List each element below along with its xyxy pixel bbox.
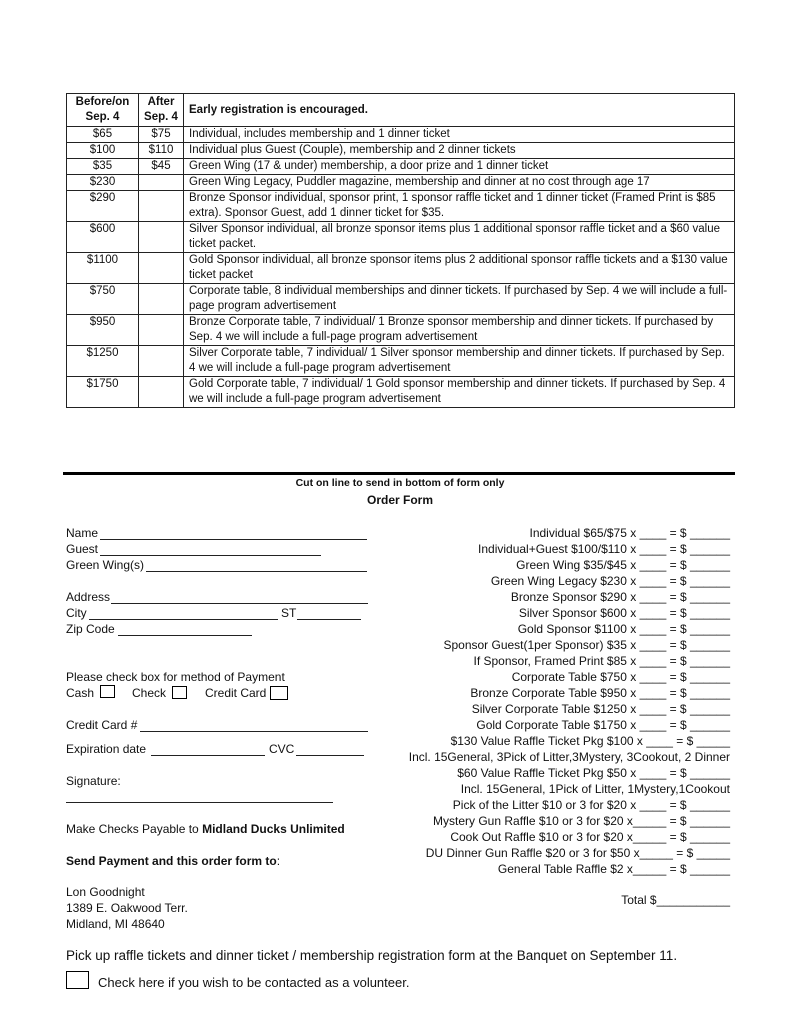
- order-item-line[interactable]: Pick of the Litter $10 or 3 for $20 x ____ = $ ______: [452, 798, 730, 812]
- city-field[interactable]: [89, 619, 278, 620]
- order-item-line[interactable]: Sponsor Guest(1per Sponsor) $35 x ____ = $ ______: [443, 638, 730, 652]
- order-items-list: [310, 525, 730, 877]
- cvc-label: CVC: [269, 742, 295, 756]
- cut-note: Cut on line to send in bottom of form only: [295, 477, 505, 489]
- send-to-line: [66, 854, 280, 868]
- order-item-line[interactable]: $130 Value Raffle Ticket Pkg $100 x ____ = $ _____: [450, 734, 730, 748]
- header-before: Before/on Sep. 4: [67, 94, 139, 127]
- price-after-cell: $75: [139, 127, 184, 143]
- order-item-line[interactable]: Green Wing Legacy $230 x ____ = $ ______: [490, 574, 730, 588]
- price-before-cell: $750: [67, 284, 139, 315]
- payable-org: Midland Ducks Unlimited: [202, 822, 345, 836]
- check-label: Check: [132, 686, 167, 700]
- table-row: [67, 253, 735, 284]
- zip-field[interactable]: [118, 635, 252, 636]
- price-after-cell: [139, 222, 184, 253]
- price-after-cell: [139, 346, 184, 377]
- price-before-cell: $35: [67, 159, 139, 175]
- form-title: Order Form: [366, 493, 433, 507]
- order-item-line[interactable]: Individual+Guest $100/$110 x ____ = $ ______: [478, 542, 730, 556]
- price-after-cell: [139, 253, 184, 284]
- address-street: 1389 E. Oakwood Terr.: [66, 901, 188, 915]
- price-after-cell: [139, 284, 184, 315]
- payable-line: [66, 822, 345, 836]
- expiration-label: Expiration date: [66, 742, 147, 756]
- order-item-line[interactable]: Gold Corporate Table $1750 x ____ = $ ______: [476, 718, 730, 732]
- table-row: [67, 127, 735, 143]
- address-name: Lon Goodnight: [66, 885, 145, 899]
- order-item-line[interactable]: DU Dinner Gun Raffle $20 or 3 for $50 x_____ = $ _____: [425, 846, 730, 860]
- order-item-line[interactable]: Individual $65/$75 x ____ = $ ______: [529, 526, 730, 540]
- table-row: [67, 315, 735, 346]
- table-row: [67, 284, 735, 315]
- order-item-line[interactable]: Incl. 15General, 3Pick of Litter,3Mystery, 3Cookout, 2 Dinner: [408, 750, 730, 764]
- cash-checkbox[interactable]: [100, 685, 115, 698]
- price-before-cell: $1250: [67, 346, 139, 377]
- table-row: [67, 377, 735, 408]
- st-label: ST: [281, 606, 297, 620]
- credit-card-number-label: Credit Card #: [66, 718, 138, 732]
- signature-field[interactable]: [66, 802, 333, 803]
- order-item-line[interactable]: $60 Value Raffle Ticket Pkg $50 x ____ = $ ______: [457, 766, 730, 780]
- order-item-line[interactable]: Bronze Sponsor $290 x ____ = $ ______: [510, 590, 730, 604]
- description-cell: Gold Corporate table, 7 individual/ 1 Gold sponsor membership and dinner tickets. If purchased by Sep. 4 we will include a full-page program advertisement: [184, 377, 735, 408]
- price-before-cell: $230: [67, 175, 139, 191]
- table-row: [67, 346, 735, 377]
- order-item-line[interactable]: Silver Sponsor $600 x ____ = $ ______: [518, 606, 730, 620]
- price-after-cell: [139, 315, 184, 346]
- table-row: [67, 175, 735, 191]
- total-line[interactable]: Total $___________: [621, 893, 730, 907]
- price-before-cell: $290: [67, 191, 139, 222]
- price-before-cell: $65: [67, 127, 139, 143]
- description-cell: Bronze Sponsor individual, sponsor print, 1 sponsor raffle ticket and 1 dinner ticket (Framed Print is $85 extra). Sponsor Guest, add 1 dinner ticket for $35.: [184, 191, 735, 222]
- order-item-line[interactable]: Green Wing $35/$45 x ____ = $ ______: [516, 558, 730, 572]
- order-item-line[interactable]: Corporate Table $750 x ____ = $ ______: [511, 670, 730, 684]
- price-before-cell: $600: [67, 222, 139, 253]
- order-item-line[interactable]: Mystery Gun Raffle $10 or 3 for $20 x_____ = $ ______: [433, 814, 730, 828]
- price-before-cell: $1750: [67, 377, 139, 408]
- price-before-cell: $100: [67, 143, 139, 159]
- payment-prompt: Please check box for method of Payment: [66, 670, 285, 684]
- expiration-field[interactable]: [151, 755, 265, 756]
- price-before-cell: $950: [67, 315, 139, 346]
- volunteer-checkbox[interactable]: [66, 971, 89, 989]
- order-item-line[interactable]: If Sponsor, Framed Print $85 x ____ = $ ______: [473, 654, 730, 668]
- table-header-row: [67, 94, 735, 127]
- order-item-line[interactable]: Cook Out Raffle $10 or 3 for $20 x_____ = $ ______: [450, 830, 730, 844]
- order-item-line[interactable]: Bronze Corporate Table $950 x ____ = $ ______: [470, 686, 730, 700]
- volunteer-label: Check here if you wish to be contacted as a volunteer.: [98, 975, 410, 990]
- price-table-body: [67, 127, 735, 408]
- order-item-line[interactable]: Gold Sponsor $1100 x ____ = $ ______: [517, 622, 730, 636]
- table-row: [67, 222, 735, 253]
- guest-label: Guest: [66, 542, 99, 556]
- table-row: [67, 191, 735, 222]
- cash-label: Cash: [66, 686, 95, 700]
- order-item-line[interactable]: Incl. 15General, 1Pick of Litter, 1Mystery,1Cookout: [460, 782, 730, 796]
- description-cell: Bronze Corporate table, 7 individual/ 1 Bronze sponsor membership and dinner tickets. If purchased by Sep. 4 we will include a full-page program advertisement: [184, 315, 735, 346]
- order-item-line[interactable]: General Table Raffle $2 x_____ = $ ______: [497, 862, 730, 876]
- price-after-cell: [139, 377, 184, 408]
- cut-line: [63, 472, 735, 475]
- price-table: [66, 93, 735, 408]
- description-cell: Silver Corporate table, 7 individual/ 1 Silver sponsor membership and dinner tickets. If purchased by Sep. 4 we will include a full-page program advertisement: [184, 346, 735, 377]
- guest-field[interactable]: [100, 555, 321, 556]
- header-note: Early registration is encouraged.: [184, 94, 735, 127]
- description-cell: Individual, includes membership and 1 dinner ticket: [184, 127, 735, 143]
- green-wings-label: Green Wing(s): [66, 558, 145, 572]
- description-cell: Individual plus Guest (Couple), membership and 2 dinner tickets: [184, 143, 735, 159]
- description-cell: Green Wing Legacy, Puddler magazine, membership and dinner at no cost through age 17: [184, 175, 735, 191]
- send-to-colon: :: [276, 854, 281, 868]
- city-label: City: [66, 606, 87, 620]
- address-city: Midland, MI 48640: [66, 917, 165, 931]
- address-label: Address: [66, 590, 111, 604]
- price-after-cell: $110: [139, 143, 184, 159]
- check-checkbox[interactable]: [172, 686, 187, 699]
- name-label: Name: [66, 526, 99, 540]
- description-cell: Gold Sponsor individual, all bronze sponsor items plus 2 additional sponsor raffle tickets and a $130 value ticket packet: [184, 253, 735, 284]
- price-after-cell: $45: [139, 159, 184, 175]
- description-cell: Corporate table, 8 individual memberships and dinner tickets. If purchased by Sep. 4 we will include a full-page program advertisement: [184, 284, 735, 315]
- zip-label: Zip Code: [66, 622, 115, 636]
- send-to-label: Send Payment and this order form to: [66, 854, 277, 868]
- price-after-cell: [139, 191, 184, 222]
- credit-card-checkbox[interactable]: [270, 686, 288, 700]
- price-before-cell: $1100: [67, 253, 139, 284]
- order-item-line[interactable]: Silver Corporate Table $1250 x ____ = $ ______: [471, 702, 730, 716]
- price-after-cell: [139, 175, 184, 191]
- pickup-note: Pick up raffle tickets and dinner ticket / membership registration form at the Banquet on September 11.: [66, 948, 678, 963]
- table-row: [67, 143, 735, 159]
- payable-prefix: Make Checks Payable to: [66, 822, 203, 836]
- table-row: [67, 159, 735, 175]
- description-cell: Green Wing (17 & under) membership, a door prize and 1 dinner ticket: [184, 159, 735, 175]
- description-cell: Silver Sponsor individual, all bronze sponsor items plus 1 additional sponsor raffle ticket and a $60 value ticket packet.: [184, 222, 735, 253]
- signature-label: Signature:: [66, 774, 121, 788]
- credit-card-label: Credit Card: [205, 686, 267, 700]
- header-after: After Sep. 4: [139, 94, 184, 127]
